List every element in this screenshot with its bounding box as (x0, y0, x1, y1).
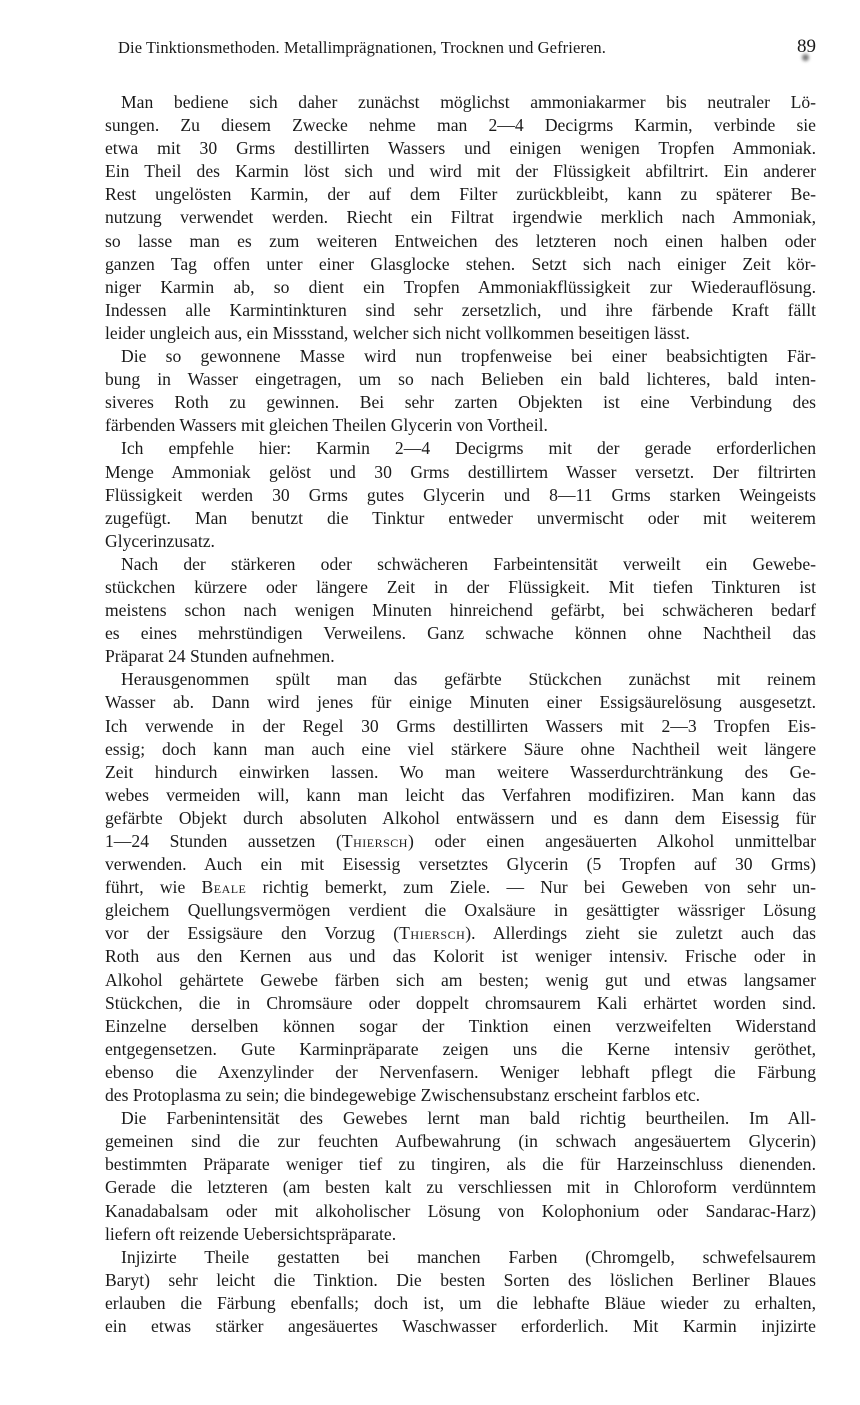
text-line: gemeinen sind die zur feuchten Aufbewahrung (in schwach angesäuertem Glycerin) (105, 1131, 816, 1152)
text-line: Kanadabalsam oder mit alkoholischer Lösung von Kolophonium oder Sandarac-Harz) (105, 1200, 816, 1221)
paragraph (105, 345, 816, 437)
text-line: bestimmten Präparate weniger tief zu tingiren, als die für Harzeinschluss dienenden. (105, 1154, 816, 1175)
running-header (118, 36, 818, 62)
paragraph (105, 1107, 816, 1246)
text-line: Einzelne derselben können sogar der Tinktion einen verzweifelten Widerstand (105, 1015, 816, 1036)
text-line (105, 922, 816, 945)
author-name: Beale (201, 877, 247, 898)
text-line: so lasse man es zum weiteren Entweichen des letzteren noch einen halben oder (105, 230, 816, 251)
text-line: etwa mit 30 Grms destillirten Wassers und einigen wenigen Tropfen Ammoniak. (105, 138, 816, 159)
text-line: Ich empfehle hier: Karmin 2—4 Decigrms mit der gerade erforderlichen (121, 438, 816, 459)
text-line: es eines mehrstündigen Verweilens. Ganz schwache können ohne Nachtheil das (105, 623, 816, 644)
paragraph (105, 1246, 816, 1338)
text-line: Menge Ammoniak gelöst und 30 Grms destillirtem Wasser versetzt. Der filtrirten (105, 461, 816, 482)
text-line: Die Farbenintensität des Gewebes lernt man bald richtig beurtheilen. Im All- (121, 1108, 816, 1129)
paragraph (105, 668, 816, 1107)
text-line: Glycerinzusatz. (105, 530, 215, 551)
text-line: gleichem Quellungsvermögen verdient die Oxalsäure in gesättigter wässriger Lösung (105, 900, 816, 921)
text-line: entgegensetzen. Gute Karminpräparate zeigen uns die Kerne intensiv geröthet, (105, 1038, 816, 1059)
text-segment: führt, wie (105, 877, 202, 898)
text-line: webes vermeiden will, kann man leicht das Verfahren modifiziren. Man kann das (105, 784, 816, 805)
text-segment: vor der Essigsäure den Vorzug ( (105, 923, 400, 944)
text-line: Indessen alle Karmintinkturen sind sehr zersetzlich, und ihre färbende Kraft fällt (105, 299, 816, 320)
text-line: nutzung verwendet werden. Riecht ein Filtrat irgendwie merklich nach Ammoniak, (105, 207, 816, 228)
text-line: Stückchen, die in Chromsäure oder doppelt chromsaurem Kali erhärtet worden sind. (105, 992, 816, 1013)
text-line: Baryt) sehr leicht die Tinktion. Die besten Sorten des löslichen Berliner Blaues (105, 1269, 816, 1290)
paragraph (105, 553, 816, 668)
text-segment: richtig bemerkt, zum Ziele. — Nur bei Geweben von sehr un- (246, 877, 816, 898)
text-line: erlauben die Färbung ebenfalls; doch ist, um die lebhafte Bläue wieder zu erhalten, (105, 1292, 816, 1313)
text-line: Ich verwende in der Regel 30 Grms destillirten Wassers mit 2—3 Tropfen Eis- (105, 715, 816, 736)
text-line: ebenso die Axenzylinder der Nervenfasern. Weniger lebhaft pflegt die Färbung (105, 1061, 816, 1082)
text-line: Wasser ab. Dann wird jenes für einige Minuten einer Essigsäurelösung ausgesetzt. (105, 692, 816, 713)
author-name: Thiersch (399, 923, 466, 944)
text-line: des Protoplasma zu sein; die bindegewebige Zwischensubstanz erscheint farblos etc. (105, 1085, 701, 1106)
text-line: Alkohol gehärtete Gewebe färben sich am besten; wenig gut und etwas langsamer (105, 969, 816, 990)
text-line: stückchen kürzere oder längere Zeit in der Flüssigkeit. Mit tiefen Tinkturen ist (105, 576, 816, 597)
text-line: Zeit hindurch einwirken lassen. Wo man weitere Wasserdurchtränkung des Ge- (105, 761, 816, 782)
text-line: sungen. Zu diesem Zwecke nehme man 2—4 Decigrms Karmin, verbinde sie (105, 115, 816, 136)
text-line: Ein Theil des Karmin löst sich und wird mit der Flüssigkeit abfiltrirt. Ein anderer (105, 161, 816, 182)
text-line: liefern oft reizende Uebersichtspräparate. (105, 1223, 397, 1244)
author-name: Thiersch (341, 831, 408, 851)
text-line: niger Karmin ab, so dient ein Tropfen Ammoniakflüssigkeit zur Wiederauflösung. (105, 276, 816, 297)
text-line: Nach der stärkeren oder schwächeren Farbeintensität verweilt ein Gewebe- (121, 553, 816, 574)
text-line: Gerade die letzteren (am besten kalt zu verschliessen mit in Chloroform verdünntem (105, 1177, 816, 1198)
text-line: leider ungleich aus, ein Missstand, welcher sich nicht vollkommen beseitigen lässt. (105, 322, 690, 343)
text-line: gefärbte Objekt durch absoluten Alkohol entwässern und es dann dem Eisessig für (105, 807, 816, 828)
text-line: ein etwas stärker angesäuertes Waschwasser erforderlich. Mit Karmin injizirte (105, 1315, 816, 1336)
text-line: meistens schon nach wenigen Minuten hinreichend gefärbt, bei schwächeren bedarf (105, 600, 816, 621)
text-segment: ) oder einen angesäuerten Alkohol unmittelbar (407, 831, 816, 851)
text-line: Präparat 24 Stunden aufnehmen. (105, 646, 335, 667)
text-line: siveres Roth zu gewinnen. Bei sehr zarten Objekten ist eine Verbindung des (105, 392, 816, 413)
text-line: zugefügt. Man benutzt die Tinktur entweder unvermischt oder mit weiterem (105, 507, 816, 528)
paragraph (105, 91, 816, 345)
text-line: färbenden Wassers mit gleichen Theilen Glycerin von Vortheil. (105, 415, 548, 436)
text-segment: 1—24 Stunden aussetzen ( (105, 831, 342, 851)
text-line: Herausgenommen spült man das gefärbte Stückchen zunächst mit reinem (121, 669, 816, 690)
text-line (105, 876, 816, 899)
text-line: Rest ungelösten Karmin, der auf dem Filter zurückbleibt, kann zu späterer Be- (105, 184, 816, 205)
text-line (105, 830, 816, 853)
text-line: Die so gewonnene Masse wird nun tropfenweise bei einer beabsichtigten Fär- (121, 346, 816, 367)
running-title: Die Tinktionsmethoden. Metallimprägnationen, Trocknen und Gefrieren. (118, 38, 606, 57)
text-segment: ). Allerdings zieht sie zuletzt auch das (465, 923, 816, 944)
text-line: verwenden. Auch ein mit Eisessig versetztes Glycerin (5 Tropfen auf 30 Grms) (105, 854, 816, 875)
page-number: 89 (797, 36, 816, 57)
text-line: Flüssigkeit werden 30 Grms gutes Glycerin und 8—11 Grms starken Weingeists (105, 484, 816, 505)
text-line: essig; doch kann man auch eine viel stärkere Säure ohne Nachtheil weit längere (105, 738, 816, 759)
text-line: Man bediene sich daher zunächst möglichst ammoniakarmer bis neutraler Lö- (121, 92, 816, 112)
paragraph (105, 437, 816, 552)
body-text (105, 91, 816, 1338)
text-line: Injizirte Theile gestatten bei manchen Farben (Chromgelb, schwefelsaurem (121, 1246, 816, 1267)
text-line: ganzen Tag offen unter einer Glasglocke stehen. Setzt sich nach einiger Zeit kör- (105, 253, 816, 274)
text-line: bung in Wasser eingetragen, um so nach Belieben ein bald lichteres, bald inten- (105, 369, 816, 390)
text-line: Roth aus den Kernen aus und das Kolorit ist weniger intensiv. Frische oder in (105, 946, 816, 967)
